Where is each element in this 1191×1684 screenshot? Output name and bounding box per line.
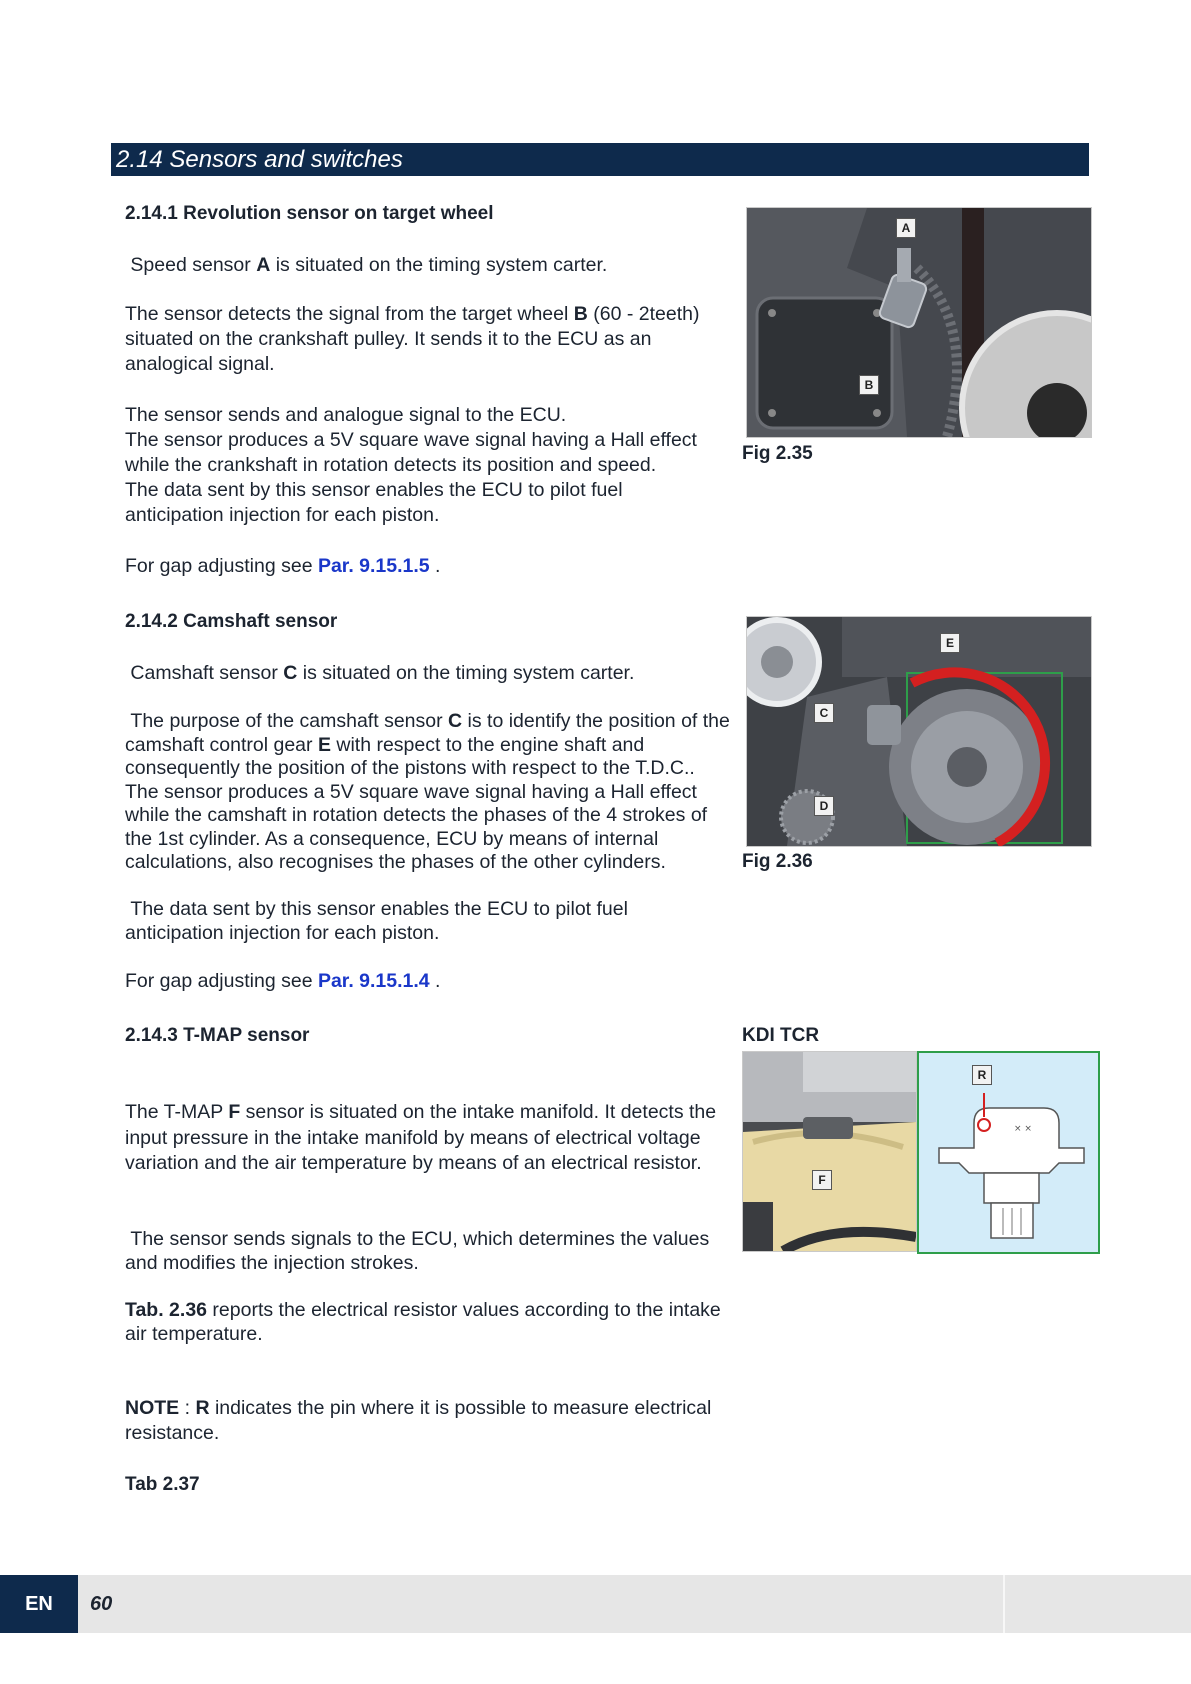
language-tag: EN <box>0 1575 78 1633</box>
s3-paragraph-3: Tab. 2.36 reports the electrical resistor values according to the intake air temperature. <box>125 1299 721 1345</box>
s3-paragraph-1: The T-MAP F sensor is situated on the intake manifold. It detects the input pressure in the intake manifold by means of electrical voltage variation and the air temperature by means of an electrical resistor. <box>125 1101 717 1174</box>
s3-paragraph-2: The sensor sends signals to the ECU, which determines the values and modifies the injection strokes. <box>125 1228 710 1274</box>
figure-2-35-illustration <box>747 208 1091 437</box>
s1-paragraph-1: Speed sensor A is situated on the timing system carter. <box>130 254 608 276</box>
s2-paragraph-2: The purpose of the camshaft sensor C is to identify the position of the camshaft control gear E with respect to the engine shaft and consequently the position of the pistons with respect to the T.D.C.. The sensor produces a 5V square wave signal having a Hall effect while the camshaft in rotation detects the phases of the 4 strokes of the 1st cylinder. As a consequence, ECU by means of internal calculations, also recognises the phases of the other cylinders. <box>125 710 730 873</box>
page-footer <box>0 1575 1191 1633</box>
s3-note: NOTE : R indicates the pin where it is possible to measure electrical resistance. <box>125 1397 712 1444</box>
link-par-9-15-1-5[interactable]: Par. 9.15.1.5 <box>317 555 430 577</box>
callout-d: D <box>814 796 834 816</box>
link-par-9-15-1-4[interactable]: Par. 9.15.1.4 <box>317 970 430 992</box>
figure-tmap-diagram <box>917 1051 1100 1254</box>
page-number: 60 <box>90 1593 113 1615</box>
s2-paragraph-1: Camshaft sensor C is situated on the timing system carter. <box>130 662 635 684</box>
s2-gap-adjust: For gap adjusting see Par. 9.15.1.4 . <box>125 970 441 992</box>
s1-paragraph-3: The sensor sends and analogue signal to the ECU. The sensor produces a 5V square wave signal having a Hall effect while the crankshaft in rotation detects its position and speed. The data sent by this sensor enables the ECU to pilot fuel anticipation injection for each piston. <box>125 404 697 526</box>
table-label-2-37: Tab 2.37 <box>125 1474 200 1495</box>
figure-2-36 <box>746 616 1092 847</box>
fig-label-kdi-tcr: KDI TCR <box>742 1025 820 1046</box>
callout-r: R <box>972 1065 992 1085</box>
callout-e: E <box>940 633 960 653</box>
fig-caption-2-35: Fig 2.35 <box>742 443 813 464</box>
s1-gap-adjust: For gap adjusting see Par. 9.15.1.5 . <box>125 555 441 577</box>
figure-tmap-photo <box>742 1051 917 1252</box>
heading-revolution-sensor: 2.14.1 Revolution sensor on target wheel <box>125 203 494 224</box>
tmap-photo-illustration <box>743 1052 916 1251</box>
svg-text:× ×: × × <box>1014 1124 1032 1134</box>
figure-2-35 <box>746 207 1092 438</box>
s1-paragraph-2: The sensor detects the signal from the target wheel B (60 - 2teeth) situated on the crankshaft pulley. It sends it to the ECU as an analogical signal. <box>125 303 700 375</box>
tmap-diagram-illustration <box>919 1053 1098 1252</box>
callout-a: A <box>896 218 916 238</box>
section-title: 2.14 Sensors and switches <box>111 143 1089 176</box>
footer-divider <box>1003 1575 1005 1633</box>
heading-tmap-sensor: 2.14.3 T-MAP sensor <box>125 1025 310 1046</box>
fig-caption-2-36: Fig 2.36 <box>742 851 813 872</box>
callout-c: C <box>814 703 834 723</box>
s2-paragraph-3: The data sent by this sensor enables the ECU to pilot fuel anticipation injection for each piston. <box>125 898 628 944</box>
callout-f: F <box>812 1170 832 1190</box>
figure-2-36-illustration <box>747 617 1091 846</box>
heading-camshaft-sensor: 2.14.2 Camshaft sensor <box>125 611 338 632</box>
callout-b: B <box>859 375 879 395</box>
